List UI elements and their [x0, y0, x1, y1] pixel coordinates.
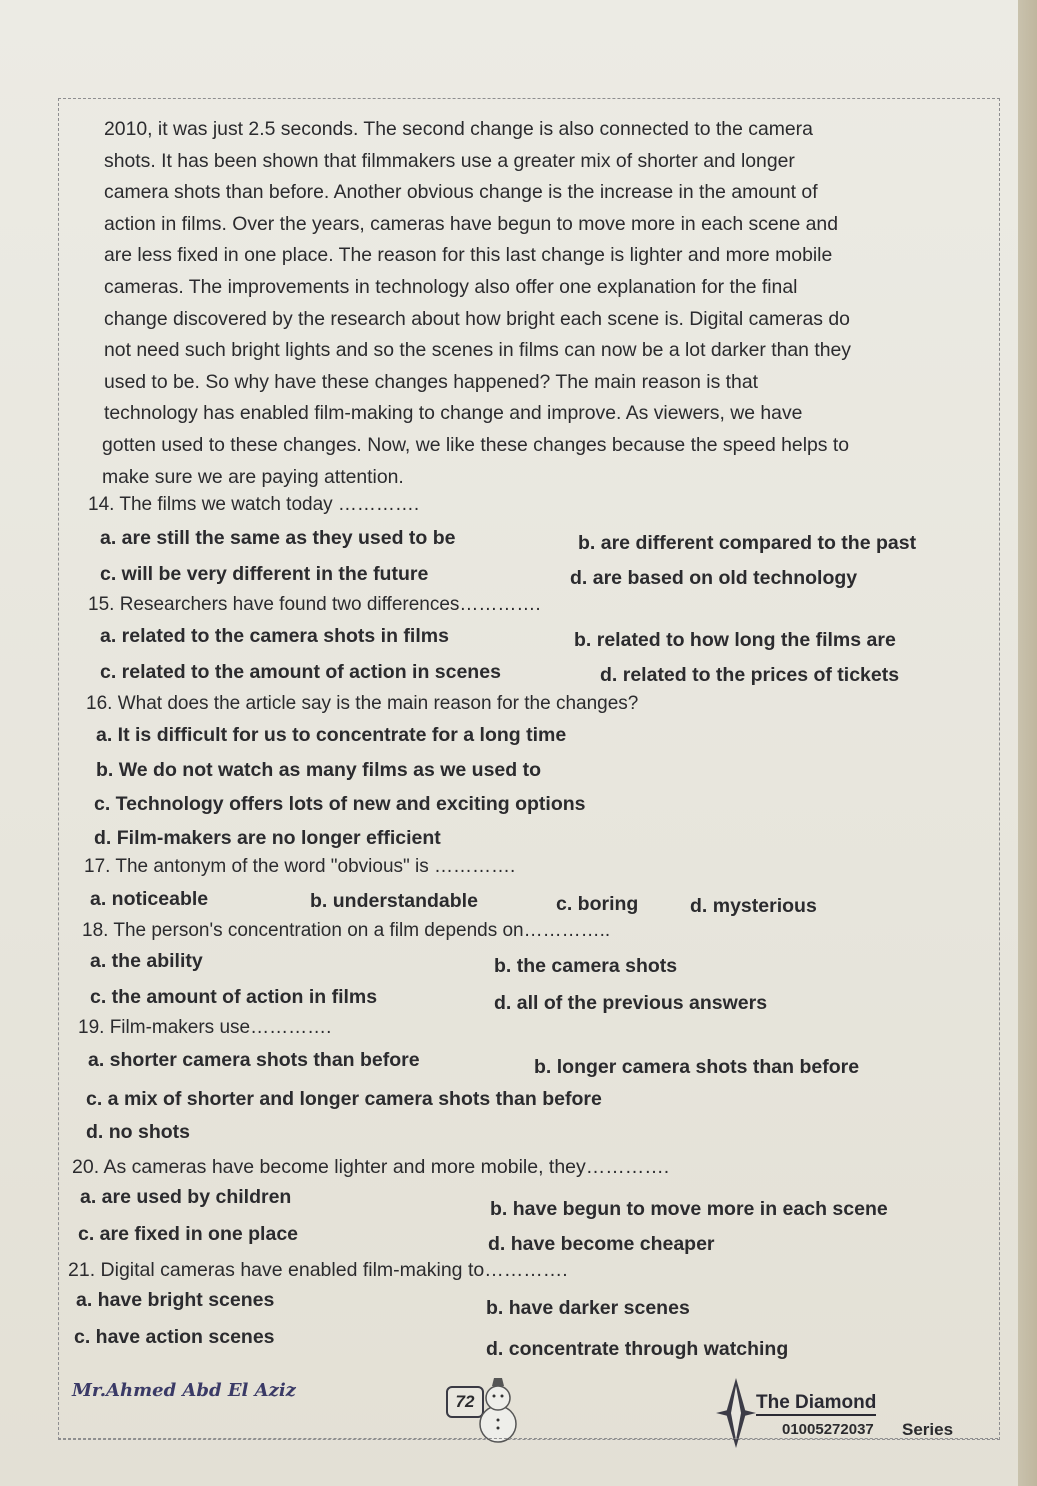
question-17-option-d[interactable]: d. mysterious — [690, 895, 817, 917]
question-18-option-c[interactable]: c. the amount of action in films — [90, 986, 378, 1008]
passage-line: gotten used to these changes. Now, we like these changes because the speed helps to — [102, 434, 850, 456]
passage-line: action in films. Over the years, cameras have begun to move more in each scene and — [104, 213, 838, 235]
question-18-option-a[interactable]: a. the ability — [90, 950, 203, 972]
passage-line: are less fixed in one place. The reason for this last change is lighter and more mobile — [104, 244, 833, 266]
author-name: Mr.Ahmed Abd El Aziz — [72, 1380, 296, 1401]
question-15-option-b[interactable]: b. related to how long the films are — [574, 629, 896, 651]
question-19-option-a[interactable]: a. shorter camera shots than before — [88, 1049, 420, 1071]
page-number: 72 — [446, 1386, 484, 1418]
question-21-option-d[interactable]: d. concentrate through watching — [486, 1338, 789, 1360]
passage-line: camera shots than before. Another obvious change is the increase in the amount of — [104, 181, 818, 203]
passage-line: make sure we are paying attention. — [102, 466, 404, 488]
question-14-option-c[interactable]: c. will be very different in the future — [100, 563, 429, 585]
question-16-option-d[interactable]: d. Film-makers are no longer efficient — [94, 827, 441, 849]
series-brand: The Diamond — [756, 1392, 876, 1416]
snowman-icon — [466, 1376, 526, 1446]
question-14-option-a[interactable]: a. are still the same as they used to be — [100, 527, 456, 549]
question-16-option-b[interactable]: b. We do not watch as many films as we used to — [96, 759, 541, 781]
question-14-option-d[interactable]: d. are based on old technology — [570, 567, 858, 589]
series-label: Series — [902, 1420, 954, 1439]
question-21-option-a[interactable]: a. have bright scenes — [76, 1289, 275, 1311]
question-20-stem: 20. As cameras have become lighter and more mobile, they…………. — [72, 1156, 670, 1178]
passage-line: 2010, it was just 2.5 seconds. The second change is also connected to the camera — [104, 118, 813, 140]
passage-line: change discovered by the research about how bright each scene is. Digital cameras do — [104, 308, 850, 330]
question-18-option-d[interactable]: d. all of the previous answers — [494, 992, 768, 1014]
question-17-option-a[interactable]: a. noticeable — [90, 888, 209, 910]
question-16-stem: 16. What does the article say is the main reason for the changes? — [86, 693, 639, 714]
question-14-stem: 14. The films we watch today …………. — [88, 494, 420, 515]
question-17-option-b[interactable]: b. understandable — [310, 890, 478, 912]
question-16-option-c[interactable]: c. Technology offers lots of new and exciting options — [94, 793, 586, 815]
question-15-option-d[interactable]: d. related to the prices of tickets — [600, 664, 900, 686]
question-19-option-d[interactable]: d. no shots — [86, 1121, 190, 1143]
question-18-option-b[interactable]: b. the camera shots — [494, 955, 678, 977]
question-15-option-c[interactable]: c. related to the amount of action in scenes — [100, 661, 501, 683]
question-20-option-a[interactable]: a. are used by children — [80, 1186, 292, 1208]
phone-number: 01005272037 — [782, 1421, 874, 1438]
passage-line: technology has enabled film-making to change and improve. As viewers, we have — [104, 402, 803, 424]
question-21-stem: 21. Digital cameras have enabled film-making to…………. — [68, 1259, 568, 1281]
passage-line: used to be. So why have these changes happened? The main reason is that — [104, 371, 758, 393]
question-20-option-c[interactable]: c. are fixed in one place — [78, 1223, 299, 1245]
question-19-option-c[interactable]: c. a mix of shorter and longer camera shots than before — [86, 1088, 602, 1110]
question-19-option-b[interactable]: b. longer camera shots than before — [534, 1056, 860, 1078]
question-19-stem: 19. Film-makers use…………. — [78, 1017, 332, 1038]
question-14-option-b[interactable]: b. are different compared to the past — [578, 532, 917, 554]
question-20-option-b[interactable]: b. have begun to move more in each scene — [490, 1198, 888, 1220]
passage-line: shots. It has been shown that filmmakers use a greater mix of shorter and longer — [104, 150, 795, 172]
question-16-option-a[interactable]: a. It is difficult for us to concentrate for a long time — [96, 724, 567, 746]
question-17-stem: 17. The antonym of the word "obvious" is …………. — [84, 856, 516, 877]
question-15-option-a[interactable]: a. related to the camera shots in films — [100, 625, 449, 647]
question-21-option-b[interactable]: b. have darker scenes — [486, 1297, 690, 1319]
footer-divider — [58, 1438, 998, 1439]
question-15-stem: 15. Researchers have found two differences…………. — [88, 594, 541, 615]
question-18-stem: 18. The person's concentration on a film depends on………….. — [82, 920, 611, 941]
question-20-option-d[interactable]: d. have become cheaper — [488, 1233, 715, 1255]
question-21-option-c[interactable]: c. have action scenes — [74, 1326, 275, 1348]
passage-line: cameras. The improvements in technology also offer one explanation for the final — [104, 276, 798, 298]
page-edge — [1018, 0, 1037, 1486]
question-17-option-c[interactable]: c. boring — [556, 893, 639, 915]
passage-line: not need such bright lights and so the scenes in films can now be a lot darker than they — [104, 339, 851, 361]
